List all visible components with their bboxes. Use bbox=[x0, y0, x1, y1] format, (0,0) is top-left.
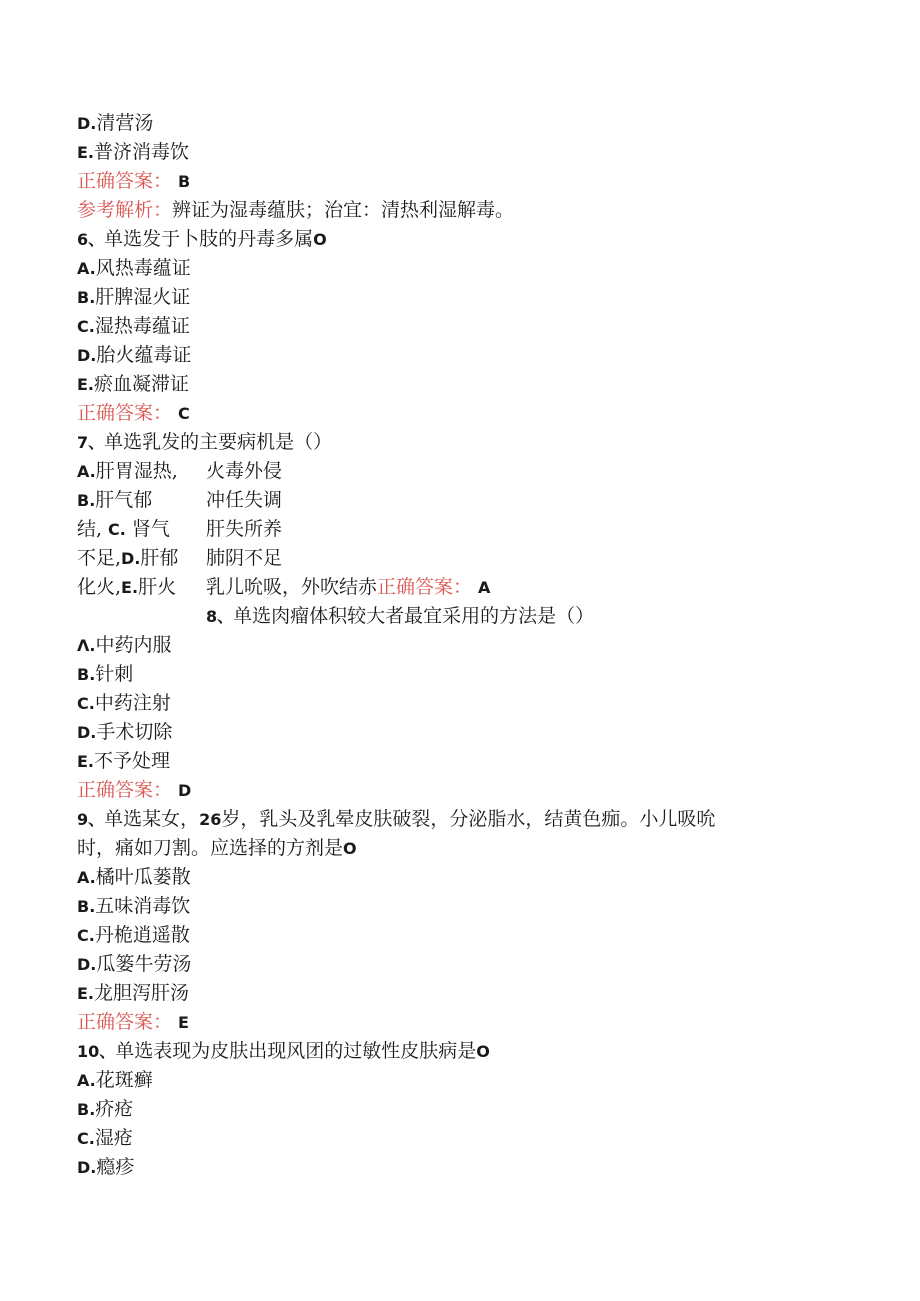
question-text: 单选乳发的主要病机是（） bbox=[104, 431, 333, 453]
answer-value: E bbox=[178, 1013, 189, 1032]
q6-option-b bbox=[77, 284, 190, 311]
option-text: 花斑癣 bbox=[95, 1069, 153, 1091]
q7-right-row-3 bbox=[206, 516, 282, 542]
option-text: 五味消毒饮 bbox=[95, 895, 191, 917]
answer-label: 正确答案： bbox=[377, 576, 473, 598]
option-text: 瘾疹 bbox=[96, 1156, 135, 1178]
q7-left-row-2 bbox=[77, 487, 152, 514]
q6-option-a bbox=[77, 255, 191, 282]
q7-left-row-1 bbox=[77, 458, 178, 485]
q7-right-row-4 bbox=[206, 545, 282, 571]
answer-label: 正确答案： bbox=[77, 402, 173, 424]
q8-option-a bbox=[77, 632, 171, 659]
option-text: 中药内服 bbox=[95, 634, 172, 656]
q7-left-row-4 bbox=[77, 545, 178, 572]
option-text: 疥疮 bbox=[95, 1098, 134, 1120]
question-number: 7、 bbox=[77, 433, 105, 452]
question-text: 单选发于卜肢的丹毒多属 bbox=[104, 228, 314, 250]
option-text: 湿热毒蕴证 bbox=[94, 315, 190, 337]
q7-right-row-1 bbox=[206, 458, 282, 484]
option-text: 肝脾湿火证 bbox=[95, 286, 191, 308]
option-label: D. bbox=[77, 114, 97, 133]
option-text: 手术切除 bbox=[96, 721, 173, 743]
q9-option-e bbox=[77, 980, 189, 1007]
answer-value: A bbox=[478, 578, 491, 597]
option-text: 胎火蕴毒证 bbox=[96, 344, 192, 366]
question-text: 单选表现为皮肤出现风团的过敏性皮肤病是 bbox=[115, 1040, 477, 1062]
q7-right-row-5 bbox=[206, 574, 490, 601]
q9-option-d bbox=[77, 951, 191, 978]
analysis-label: 参考解析： bbox=[77, 199, 173, 221]
q10-option-d bbox=[77, 1154, 134, 1181]
analysis-text: 辨证为湿毒蕴肤；治宜：清热利湿解毒。 bbox=[172, 199, 515, 221]
option-label: A. bbox=[77, 462, 96, 481]
option-label: C. bbox=[77, 317, 95, 336]
option-label: B. bbox=[77, 288, 96, 307]
option-text: 瘀血凝滞证 bbox=[94, 373, 190, 395]
option-label: C. bbox=[77, 694, 95, 713]
option-text: 肺阴不足 bbox=[206, 547, 283, 569]
q10-option-c bbox=[77, 1125, 133, 1152]
option-label: C. bbox=[77, 926, 95, 945]
option-label: B. bbox=[77, 1100, 96, 1119]
option-label: D. bbox=[121, 549, 141, 568]
option-text: 针刺 bbox=[95, 663, 134, 685]
option-text: 肝失所养 bbox=[206, 518, 283, 540]
q5-option-d bbox=[77, 110, 153, 137]
option-text: 风热毒蕴证 bbox=[95, 257, 191, 279]
option-text: 丹桅逍遥散 bbox=[94, 924, 190, 946]
q9-option-b bbox=[77, 893, 190, 920]
option-label: Λ. bbox=[77, 636, 96, 655]
option-label: E. bbox=[77, 752, 95, 771]
question-blank: O bbox=[343, 839, 357, 858]
answer-value: B bbox=[178, 172, 191, 191]
q10-option-b bbox=[77, 1096, 133, 1123]
question-number: 8、 bbox=[206, 607, 234, 626]
option-text: 清营汤 bbox=[96, 112, 154, 134]
question-number: 6、 bbox=[77, 230, 105, 249]
question-text: 单选某女， bbox=[104, 808, 200, 830]
option-prefix: 不足, bbox=[77, 547, 122, 569]
q6-option-d bbox=[77, 342, 191, 369]
option-label: E. bbox=[77, 143, 95, 162]
option-label: C. bbox=[77, 1129, 95, 1148]
option-label: E. bbox=[121, 578, 139, 597]
q5-option-e bbox=[77, 139, 189, 166]
q7-right-row-2 bbox=[206, 487, 282, 513]
q8-stem bbox=[206, 603, 594, 630]
option-label: D. bbox=[77, 346, 97, 365]
option-text: 瓜篓牛劳汤 bbox=[96, 953, 192, 975]
option-text: 肾气 bbox=[125, 518, 170, 540]
q8-option-d bbox=[77, 719, 172, 746]
question-blank: O bbox=[476, 1042, 490, 1061]
option-label: E. bbox=[77, 984, 95, 1003]
q7-left-row-3 bbox=[77, 516, 170, 543]
option-text: 不予处理 bbox=[94, 750, 171, 772]
answer-value: C bbox=[178, 404, 190, 423]
option-label: B. bbox=[77, 665, 96, 684]
option-label: B. bbox=[77, 491, 96, 510]
q8-option-c bbox=[77, 690, 171, 717]
option-text: 火毒外侵 bbox=[206, 460, 283, 482]
q8-answer bbox=[77, 777, 191, 804]
question-number: 9、 bbox=[77, 810, 105, 829]
q5-analysis bbox=[77, 197, 514, 223]
option-text: 肝火 bbox=[138, 576, 177, 598]
option-prefix: 结, bbox=[77, 518, 103, 540]
q9-option-c bbox=[77, 922, 190, 949]
option-label: C. bbox=[108, 520, 126, 539]
option-label: A. bbox=[77, 259, 96, 278]
q7-stem bbox=[77, 429, 332, 456]
option-text: 乳儿吮吸，外吹结赤 bbox=[206, 576, 378, 598]
option-text: 湿疮 bbox=[94, 1127, 133, 1149]
option-text: 肝郁 bbox=[140, 547, 179, 569]
question-text: 岁，乳头及乳晕皮肤破裂，分泌脂水，结黄色痂。小儿吸吮 bbox=[221, 808, 716, 830]
question-blank: O bbox=[313, 230, 327, 249]
option-text: 肝气郁 bbox=[95, 489, 153, 511]
q9-option-a bbox=[77, 864, 191, 891]
answer-label: 正确答案： bbox=[77, 170, 173, 192]
option-prefix: 化火, bbox=[77, 576, 122, 598]
option-label: B. bbox=[77, 897, 96, 916]
option-text: 普济消毒饮 bbox=[94, 141, 190, 163]
option-label: D. bbox=[77, 955, 97, 974]
q6-option-e bbox=[77, 371, 189, 398]
q10-option-a bbox=[77, 1067, 153, 1094]
q8-option-b bbox=[77, 661, 133, 688]
option-text: 冲任失调 bbox=[206, 489, 283, 511]
answer-value: D bbox=[178, 781, 192, 800]
q9-stem-line-1 bbox=[77, 806, 715, 833]
q6-answer bbox=[77, 400, 190, 427]
q10-stem bbox=[77, 1038, 490, 1065]
question-number-inline: 26 bbox=[199, 810, 222, 829]
answer-label: 正确答案： bbox=[77, 779, 173, 801]
q6-stem bbox=[77, 226, 327, 253]
option-text: 龙胆泻肝汤 bbox=[94, 982, 190, 1004]
q8-option-e bbox=[77, 748, 170, 775]
question-text: 单选肉瘤体积较大者最宜采用的方法是（） bbox=[233, 605, 595, 627]
question-number: 10、 bbox=[77, 1042, 116, 1061]
option-label: D. bbox=[77, 723, 97, 742]
option-text: 肝胃湿热, bbox=[95, 460, 178, 482]
option-text: 中药注射 bbox=[94, 692, 171, 714]
q7-left-row-5 bbox=[77, 574, 176, 601]
q9-answer bbox=[77, 1009, 189, 1036]
answer-label: 正确答案： bbox=[77, 1011, 173, 1033]
option-text: 橘叶瓜蒌散 bbox=[95, 866, 191, 888]
option-label: E. bbox=[77, 375, 95, 394]
option-label: A. bbox=[77, 868, 96, 887]
option-label: A. bbox=[77, 1071, 96, 1090]
q9-stem-line-2 bbox=[77, 835, 357, 862]
option-label: D. bbox=[77, 1158, 97, 1177]
q6-option-c bbox=[77, 313, 190, 340]
q5-answer bbox=[77, 168, 190, 195]
question-text: 时，痛如刀割。应选择的方剂是 bbox=[77, 837, 344, 859]
